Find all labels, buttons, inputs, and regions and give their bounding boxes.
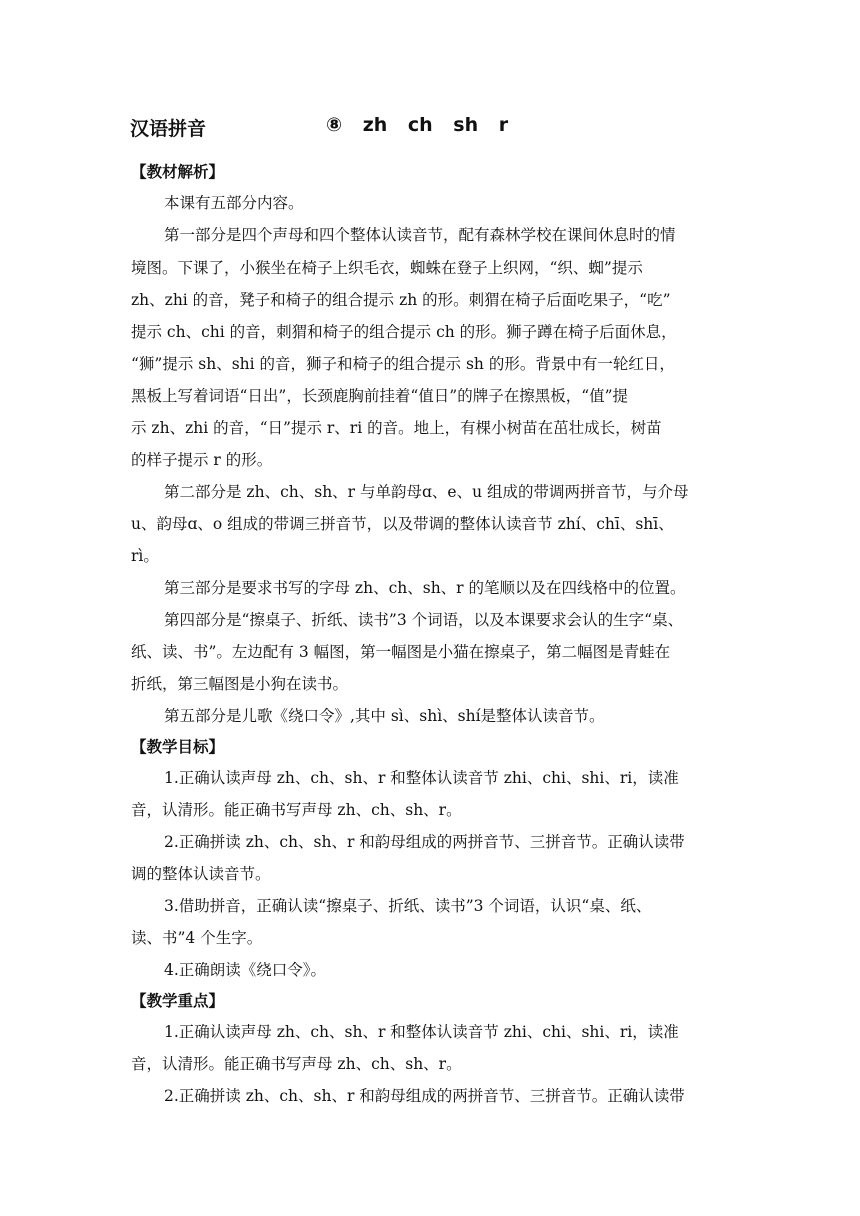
lesson-title: ⑧ zh ch sh r: [326, 114, 509, 136]
subject-title: 汉语拼音: [130, 118, 207, 140]
focus-line: 2.正确拼读 zh、ch、sh、r 和韵母组成的两拼音节、三拼音节。正确认读带: [164, 1087, 685, 1105]
paragraph-line: 第三部分是要求书写的字母 zh、ch、sh、r 的笔顺以及在四线格中的位置。: [164, 579, 686, 597]
paragraph-line: 第一部分是四个声母和四个整体认读音节，配有森林学校在课间休息时的情: [164, 226, 676, 244]
goal-line: 调的整体认读音节。: [131, 865, 271, 883]
focus-heading: 【教学重点】: [131, 992, 225, 1010]
paragraph-line: 的样子提示 r 的形。: [131, 451, 273, 469]
paragraph-line: 第四部分是“擦桌子、折纸、读书”3 个词语，以及本课要求会认的生字“桌、: [164, 611, 684, 629]
goal-line: 读、书”4 个生字。: [131, 929, 263, 947]
goal-line: 1.正确认读声母 zh、ch、sh、r 和整体认读音节 zhi、chi、shi、ri，读准: [164, 769, 679, 787]
paragraph-line: 纸、读、书”。左边配有 3 幅图，第一幅图是小猫在擦桌子，第二幅图是青蛙在: [131, 643, 671, 661]
focus-line: 音，认清形。能正确书写声母 zh、ch、sh、r。: [131, 1055, 462, 1073]
paragraph-line: 提示 ch、chi 的音，刺猬和椅子的组合提示 ch 的形。狮子蹲在椅子后面休息，: [131, 323, 677, 341]
paragraph-line: 第五部分是儿歌《绕口令》,其中 sì、shì、shí是整体认读音节。: [164, 707, 605, 725]
paragraph-line: 境图。下课了，小猴坐在椅子上织毛衣，蜘蛛在登子上织网，“织、蜘”提示: [131, 259, 643, 277]
paragraph-line: 示 zh、zhi 的音，“日”提示 r、ri 的音。地上，有棵小树苗在茁壮成长，树苗: [131, 419, 662, 437]
paragraph-line: 黑板上写着词语“日出”，长颈鹿胸前挂着“值日”的牌子在擦黑板，“值”提: [131, 387, 629, 405]
paragraph-line: 折纸，第三幅图是小狗在读书。: [131, 675, 349, 693]
paragraph-line: u、韵母ɑ、o 组成的带调三拼音节，以及带调的整体认读音节 zhí、chī、shī、: [131, 515, 674, 533]
focus-line: 1.正确认读声母 zh、ch、sh、r 和整体认读音节 zhi、chi、shi、ri，读准: [164, 1023, 679, 1041]
goal-line: 4.正确朗读《绕口令》。: [164, 961, 327, 979]
analysis-heading: 【教材解析】: [131, 163, 225, 181]
goals-heading: 【教学目标】: [131, 738, 225, 756]
paragraph-line: rì。: [131, 547, 159, 565]
goal-line: 2.正确拼读 zh、ch、sh、r 和韵母组成的两拼音节、三拼音节。正确认读带: [164, 833, 685, 851]
paragraph-line: zh、zhi 的音，凳子和椅子的组合提示 zh 的形。刺猬在椅子后面吃果子，“吃”: [131, 291, 671, 309]
paragraph-line: “狮”提示 sh、shi 的音，狮子和椅子的组合提示 sh 的形。背景中有一轮红日，: [131, 355, 675, 373]
goal-line: 音，认清形。能正确书写声母 zh、ch、sh、r。: [131, 801, 462, 819]
paragraph-line: 本课有五部分内容。: [164, 194, 304, 212]
paragraph-line: 第二部分是 zh、ch、sh、r 与单韵母ɑ、e、u 组成的带调两拼音节，与介母: [164, 483, 689, 501]
goal-line: 3.借助拼音，正确认读“擦桌子、折纸、读书”3 个词语，认识“桌、纸、: [164, 897, 652, 915]
